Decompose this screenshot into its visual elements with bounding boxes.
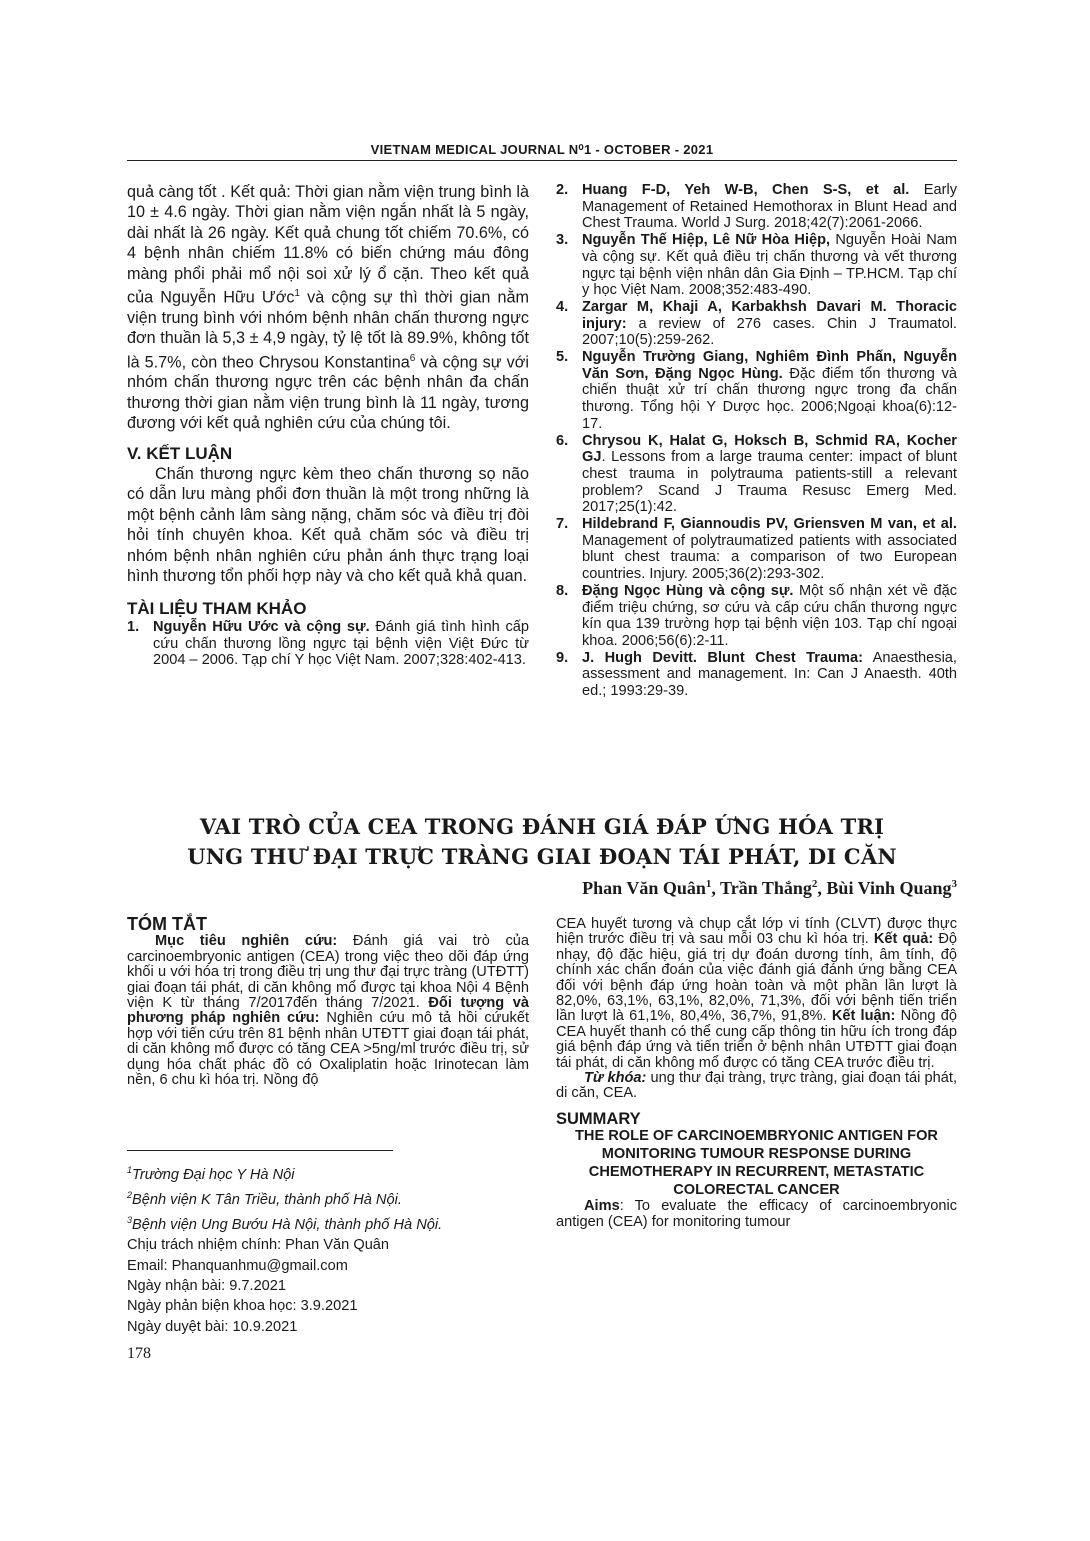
abstract-vi-continued	[556, 917, 957, 1230]
reference-item: 1. Nguyễn Hữu Ước và cộng sự. Đánh giá tình hình cấp cứu chấn thương lồng ngực tại bệnh viện Việt Đức từ 2004 – 2006. Tạp chí Y học Việt Nam. 2007;328:402-413.	[127, 618, 529, 669]
affiliation-1: $^1$Trường Đại học Y Hà Nội	[127, 1165, 295, 1183]
date-reviewed: Ngày phản biện khoa học: 3.9.2021	[127, 1298, 358, 1315]
abstract-body-continued: CEA huyết tương và chụp cắt lớp vi tính (CLVT) được thực hiện trước điều trị và sau mỗi 03 chu kì hóa trị. Kết quả: Độ nhạy, độ đặc hiệu, giá trị dự đoán dương tính, âm tính, độ chính xác chẩn đoán của việc đánh giá đánh ứng bằng CEA đối với bệnh đáp ứng hoàn toàn và một phần lần lượt là 82,0%, 63,1%, 63,1%, 82,0%, 71,3%, đối với bệnh tiến triển lần lượt là 61,1%, 80,4%, 36,7%, 91,8%. Kết luận: Nồng độ CEA huyết thanh có thể cung cấp thông tin hữu ích trong đáp giá bệnh đáp ứng và tiến triển ở bệnh nhân UTĐTT giai đoạn tái phát, di căn không mổ được có tăng CEA trước điều trị.	[556, 916, 957, 1071]
reference-list-left	[127, 619, 529, 669]
page-number: 178	[127, 1345, 151, 1362]
journal-header: VIETNAM MEDICAL JOURNAL N⁰1 - OCTOBER - 2021	[370, 142, 714, 157]
summary-aims: Aims: To evaluate the efficacy of carcinoembryonic antigen (CEA) for monitoring tumour	[556, 1198, 957, 1230]
abstract-vi	[127, 914, 530, 1089]
footnote-rule	[127, 1150, 393, 1151]
affiliation-3: $^3$Bệnh viện Ung Bướu Hà Nội, thành phố Hà Nội.	[127, 1215, 443, 1234]
author-list: Phan Văn Quân$^1$, Trần Thắng$^2$, Bùi Vinh Quang$^3$	[582, 878, 957, 898]
corresponding-author: Chịu trách nhiệm chính: Phan Văn Quân	[127, 1237, 390, 1254]
reference-item: 7. Hildebrand F, Giannoudis PV, Griensven M van, et al. Management of polytraumatized patients with associated blunt chest trauma: a comparison of two European countries. Injury. 2005;36(2):293-302.	[556, 516, 957, 583]
reference-list-right	[556, 182, 957, 700]
reference-item: 5. Nguyễn Trường Giang, Nghiêm Đình Phấn, Nguyễn Văn Sơn, Đặng Ngọc Hùng. Đặc điểm tổn thương và chiến thuật xử trí chấn thương ngực trong đa chấn thương. Tổng hội Y Dược học. 2006;Ngoại khoa(6):12-17.	[556, 349, 957, 432]
footnotes	[127, 1160, 547, 1337]
reference-item: 3. Nguyễn Thế Hiệp, Lê Nữ Hòa Hiệp, Nguyễn Hoài Nam và cộng sự. Kết quả điều trị chấn thương và vết thương ngực tại bệnh viện nhân dân Gia Định – TP.HCM. Tạp chí y học Việt Nam. 2008;352:483-490.	[556, 232, 957, 299]
summary-heading: SUMMARY	[556, 1109, 641, 1128]
email: Email: Phanquanhmu@gmail.com	[127, 1257, 348, 1274]
reference-item: 4. Zargar M, Khaji A, Karbakhsh Davari M. Thoracic injury: a review of 276 cases. Chin J Traumatol. 2007;10(5):259-262.	[556, 298, 957, 349]
abstract-heading: TÓM TẮT	[127, 914, 207, 934]
reference-item: 2. Huang F-D, Yeh W-B, Chen S-S, et al. Early Management of Retained Hemothorax in Blunt Head and Chest Trauma. World J Surg. 2018;42(7):2061-2066.	[556, 182, 957, 232]
reference-item: 8. Đặng Ngọc Hùng và cộng sự. Một số nhận xét về đặc điểm triệu chứng, sơ cứu và cấp cứu chấn thương ngực kín qua 139 trường hợp tại bệnh viện 103. Tạp chí ngoại khoa. 2006;56(6):2-11.	[556, 582, 958, 649]
summary-title: THE ROLE OF CARCINOEMBRYONIC ANTIGEN FOR MONITORING TUMOUR RESPONSE DURING CHEMOTHERAPY IN RECURRENT, METASTATIC COLORECTAL CANCER	[575, 1128, 938, 1199]
left-column	[127, 182, 529, 669]
affiliation-2: $^2$Bệnh viện K Tân Triều, thành phố Hà Nội.	[127, 1190, 402, 1209]
conclusion-heading: V. KẾT LUẬN	[127, 443, 233, 463]
date-accepted: Ngày duyệt bài: 10.9.2021	[127, 1318, 298, 1335]
article-title: VAI TRÒ CỦA CEA TRONG ĐÁNH GIÁ ĐÁP ỨNG HÓA TRỊ UNG THƯ ĐẠI TRỰC TRÀNG GIAI ĐOẠN TÁI PHÁT, DI CĂN	[187, 814, 897, 869]
reference-item: 9. J. Hugh Devitt. Blunt Chest Trauma: Anaesthesia, assessment and management. In: Can J Anaesth. 40th ed.; 1993:29-39.	[556, 649, 957, 700]
abstract-body: Mục tiêu nghiên cứu: Đánh giá vai trò của carcinoembryonic antigen (CEA) trong việc theo dõi đáp ứng khối u với hóa trị trong điều trị ung thư đại trực tràng (UTĐTT) giai đoạn tái phát, di căn không mổ được tại khoa Nội 4 Bệnh viện K từ tháng 7/2017đến tháng 7/2021. Đối tượng và phương pháp nghiên cứu: Nghiên cứu mô tả hồi cứukết hợp với tiến cứu trên 81 bệnh nhân UTĐTT giai đoạn tái phát, di căn không mổ được có tăng CEA >5ng/ml trước điều trị, sử dụng hóa chất phác đồ có Oxaliplatin hoặc Irinotecan làm nền, 6 chu kì hóa trị. Nồng độ	[127, 933, 530, 1089]
date-received: Ngày nhận bài: 9.7.2021	[127, 1278, 287, 1295]
references-heading: TÀI LIỆU THAM KHẢO	[127, 598, 307, 618]
conclusion-paragraph: Chấn thương ngực kèm theo chấn thương sọ não có dẫn lưu màng phổi đơn thuần là một trong những là một bệnh cảnh lâm sàng nặng, chăm sóc và điều trị đòi hỏi tính chuyên khoa. Kết quả chăm sóc và điều trị nhóm bệnh nhân nghiên cứu phản ánh thực trạng loại hình thương tổn phối hợp này và cho kết quả khả quan.	[127, 465, 529, 586]
header-rule	[127, 160, 957, 161]
results-paragraph: quả càng tốt . Kết quả: Thời gian nằm viện trung bình là 10 ± 4.6 ngày. Thời gian nằm viện ngắn nhất là 5 ngày, dài nhất là 26 ngày. Kết quả chung tốt chiếm 70.6%, có 4 bệnh nhân chiếm 11.8% có biến chứng máu đông màng phổi phải mổ nội soi xử lý ổ cặn. Theo kết quả của Nguyễn Hữu Ước$^1$ và cộng sự thì thời gian nằm viện trung bình với nhóm bệnh nhân chấn thương ngực đơn thuần là 5,3 ± 4,9 ngày, tỷ lệ tốt là 89.9%, không tốt là 5.7%, còn theo Chrysou Konstantina$^6$ và cộng sự với nhóm chấn thương ngực trên các bệnh nhân đa chấn thương thời gian nằm viện trung bình là 11 ngày, tương đương với kết quả nghiên cứu của chúng tôi.	[127, 183, 529, 433]
reference-item: 6. Chrysou K, Halat G, Hoksch B, Schmid RA, Kocher GJ. Lessons from a large trauma center: impact of blunt chest trauma in polytrauma patients-still a relevant problem? Scand J Trauma Resusc Emerg Med. 2017;25(1):42.	[556, 432, 957, 516]
keywords: Từ khóa: ung thư đại tràng, trực tràng, giai đoạn tái phát, di căn, CEA.	[556, 1070, 957, 1102]
